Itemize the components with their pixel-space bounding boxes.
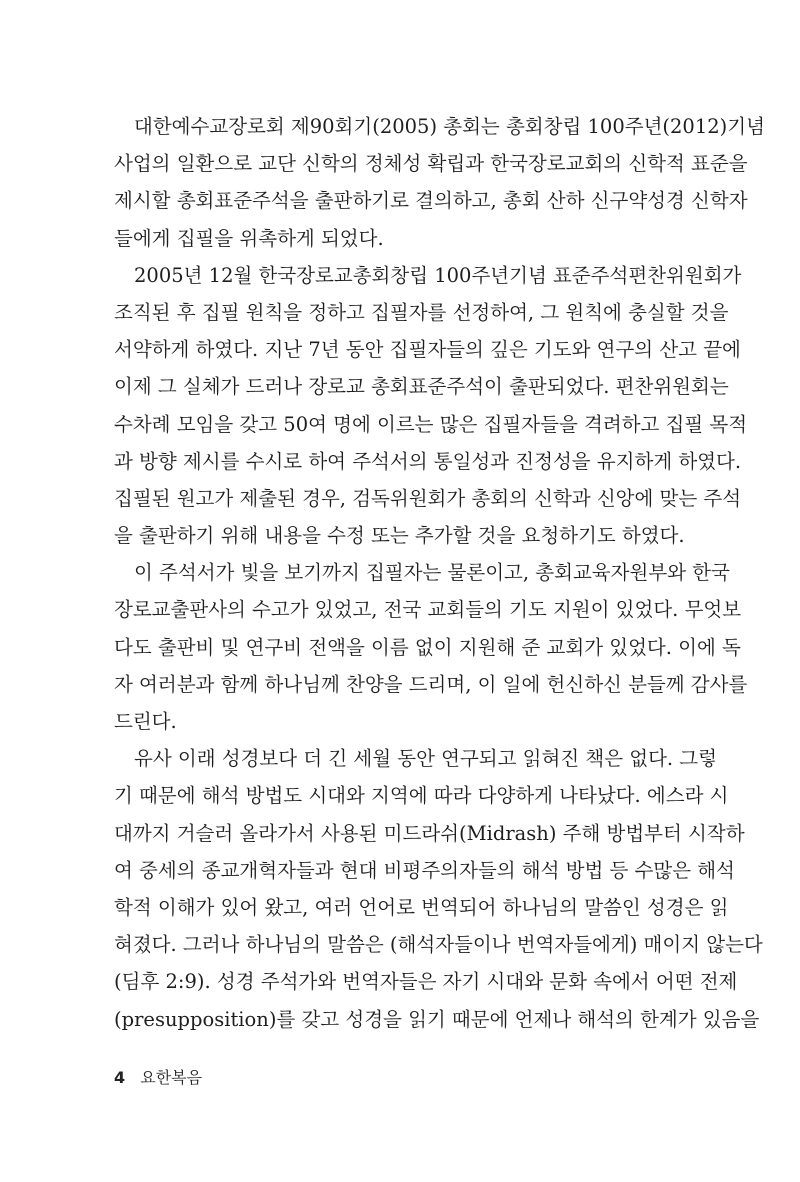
text-line: (presupposition)를 갖고 성경을 읽기 때문에 언제나 해석의 한계가 있음을 xyxy=(114,1007,760,1031)
text-line: 혀졌다. 그러나 하나님의 말씀은 (해석자들이나 번역자들에게) 매이지 않는다 xyxy=(114,933,763,957)
text-line: (딤후 2:9). 성경 주석가와 번역자들은 자기 시대와 문화 속에서 어떤 전제 xyxy=(114,970,738,994)
text-line: 제시할 총회표준주석을 출판하기로 결의하고, 총회 산하 신구약성경 신학자 xyxy=(114,189,748,213)
page-number: 4 xyxy=(114,1068,126,1087)
text-line: 집필된 원고가 제출된 경우, 검독위원회가 총회의 신학과 신앙에 맞는 주석 xyxy=(114,486,742,510)
page-footer xyxy=(114,1065,202,1088)
text-line: 수차례 모임을 갖고 50여 명에 이르는 많은 집필자들을 격려하고 집필 목적 xyxy=(114,412,748,436)
text-line: 자 여러분과 함께 하나님께 찬양을 드리며, 이 일에 헌신하신 분들께 감사를 xyxy=(114,672,748,696)
text-line: 장로교출판사의 수고가 있었고, 전국 교회들의 기도 지원이 있었다. 무엇보 xyxy=(114,598,742,622)
text-line: 들에게 집필을 위촉하게 되었다. xyxy=(114,226,384,250)
text-line: 여 중세의 종교개혁자들과 현대 비평주의자들의 해석 방법 등 수많은 해석 xyxy=(114,858,735,882)
text-line: 서약하게 하였다. 지난 7년 동안 집필자들의 깊은 기도와 연구의 산고 끝에 xyxy=(114,338,741,362)
text-line: 2005년 12월 한국장로교총회창립 100주년기념 표준주석편찬위원회가 xyxy=(134,263,742,287)
text-line: 대까지 거슬러 올라가서 사용된 미드라쉬(Midrash) 주해 방법부터 시작하 xyxy=(114,821,745,845)
text-line: 대한예수교장로회 제90회기(2005) 총회는 총회창립 100주년(2012)기념 xyxy=(134,115,765,138)
text-line: 이 주석서가 빛을 보기까지 집필자는 물론이고, 총회교육자원부와 한국 xyxy=(134,561,730,585)
text-line: 다도 출판비 및 연구비 전액을 이름 없이 지원해 준 교회가 있었다. 이에 독 xyxy=(114,635,741,659)
text-line: 과 방향 제시를 수시로 하여 주석서의 통일성과 진정성을 유지하게 하였다. xyxy=(114,449,742,473)
text-line: 조직된 후 집필 원칙을 정하고 집필자를 선정하여, 그 원칙에 충실할 것을 xyxy=(114,300,729,324)
text-line: 드린다. xyxy=(114,710,177,733)
book-title: 요한복음 xyxy=(140,1068,203,1087)
text-line: 이제 그 실체가 드러나 장로교 총회표준주석이 출판되었다. 편찬위원회는 xyxy=(114,375,729,399)
text-line: 기 때문에 해석 방법도 시대와 지역에 따라 다양하게 나타났다. 에스라 시 xyxy=(114,784,729,808)
paragraph-4 xyxy=(114,740,763,1038)
text-line: 을 출판하기 위해 내용을 수정 또는 추가할 것을 요청하기도 하였다. xyxy=(114,524,685,548)
text-line: 사업의 일환으로 교단 신학의 정체성 확립과 한국장로교회의 신학적 표준을 xyxy=(114,152,748,176)
body-text xyxy=(114,108,765,1038)
text-line: 유사 이래 성경보다 더 긴 세월 동안 연구되고 읽혀진 책은 없다. 그렇 xyxy=(134,747,717,771)
text-line: 학적 이해가 있어 왔고, 여러 언어로 번역되어 하나님의 말씀인 성경은 읽 xyxy=(114,895,729,919)
paragraph-1 xyxy=(114,108,765,257)
paragraph-2 xyxy=(114,257,748,555)
paragraph-3 xyxy=(114,554,748,740)
